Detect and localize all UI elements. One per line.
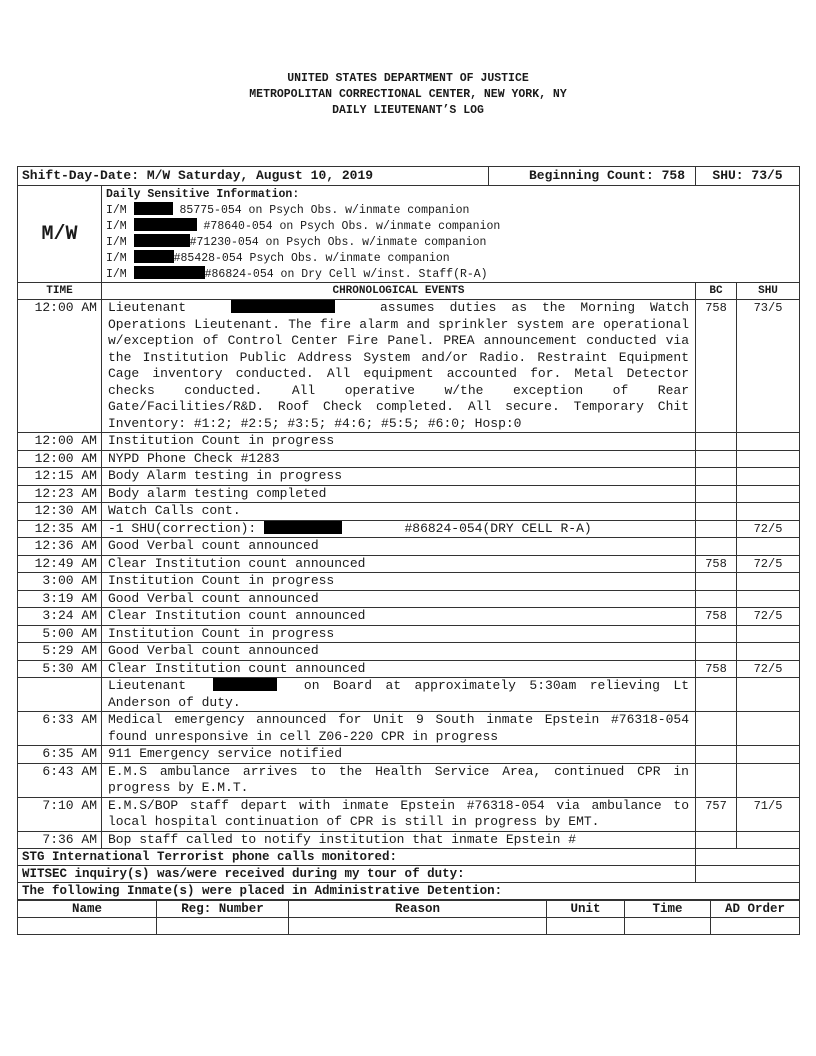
redaction (134, 234, 190, 247)
event-shu: 73/5 (737, 300, 800, 433)
shift-code: M/W (18, 186, 102, 283)
event-shu (737, 433, 800, 451)
ad-col-unit: Unit (547, 901, 625, 918)
event-description: Institution Count in progress (102, 625, 696, 643)
event-shu (737, 763, 800, 797)
event-shu (737, 643, 800, 661)
event-shu (737, 746, 800, 764)
event-row (18, 831, 800, 849)
event-bc (696, 625, 737, 643)
redaction (134, 266, 205, 279)
event-bc (696, 590, 737, 608)
event-shu: 72/5 (737, 520, 800, 538)
ad-col-name: Name (18, 901, 157, 918)
ad-empty-row (18, 918, 800, 935)
event-row (18, 763, 800, 797)
redaction (134, 218, 197, 231)
event-shu (737, 450, 800, 468)
event-description: Institution Count in progress (102, 573, 696, 591)
event-row (18, 590, 800, 608)
shu-count: SHU: 73/5 (696, 167, 800, 186)
header-log-title: DAILY LIEUTENANT’S LOG (332, 104, 484, 117)
column-header-row (18, 283, 800, 300)
stg-value (696, 849, 800, 866)
event-time: 12:00 AM (18, 300, 102, 433)
event-shu: 72/5 (737, 608, 800, 626)
event-shu: 71/5 (737, 797, 800, 831)
ad-cell (157, 918, 289, 935)
event-time: 5:29 AM (18, 643, 102, 661)
admin-detention-table (17, 900, 800, 935)
event-time: 3:24 AM (18, 608, 102, 626)
event-bc (696, 712, 737, 746)
sensitive-item: I/M 85775-054 on Psych Obs. w/inmate companion (106, 204, 470, 217)
event-shu (737, 712, 800, 746)
event-time: 12:23 AM (18, 485, 102, 503)
event-time: 3:19 AM (18, 590, 102, 608)
event-shu: 72/5 (737, 660, 800, 678)
event-time: 3:00 AM (18, 573, 102, 591)
event-time: 12:15 AM (18, 468, 102, 486)
event-description: 911 Emergency service notified (102, 746, 696, 764)
event-row (18, 678, 800, 712)
event-time: 12:35 AM (18, 520, 102, 538)
sensitive-item: I/M #71230-054 on Psych Obs. w/inmate companion (106, 236, 487, 249)
ad-col-reason: Reason (289, 901, 547, 918)
event-row (18, 433, 800, 451)
event-row (18, 625, 800, 643)
event-time: 12:49 AM (18, 555, 102, 573)
event-time: 5:30 AM (18, 660, 102, 678)
event-shu (737, 625, 800, 643)
event-row (18, 450, 800, 468)
ad-col-reg-number: Reg: Number (157, 901, 289, 918)
event-description: -1 SHU(correction): #86824-054(DRY CELL R-A) (102, 520, 696, 538)
event-time: 6:35 AM (18, 746, 102, 764)
event-description: Watch Calls cont. (102, 503, 696, 521)
event-description: NYPD Phone Check #1283 (102, 450, 696, 468)
event-bc: 758 (696, 300, 737, 433)
event-description: Body alarm testing completed (102, 485, 696, 503)
beginning-count: Beginning Count: 758 (489, 167, 696, 186)
event-description: Clear Institution count announced (102, 660, 696, 678)
event-bc (696, 503, 737, 521)
ad-col-time: Time (625, 901, 711, 918)
event-time (18, 678, 102, 712)
event-row (18, 573, 800, 591)
event-row (18, 555, 800, 573)
event-bc (696, 520, 737, 538)
event-bc (696, 468, 737, 486)
event-row (18, 797, 800, 831)
sensitive-item: I/M #85428-054 Psych Obs. w/inmate companion (106, 252, 450, 265)
event-time: 12:00 AM (18, 433, 102, 451)
event-description: Lieutenant assumes duties as the Morning Watch Operations Lieutenant. The fire alarm and sprinkler system are operational w/exception of Control Center Fire Panel. PREA announcement conducted via the Institution Public Address System and/or Radio. Restraint Equipment Cage inventory conducted. All equipment accounted for. Metal Detector checks conducted. All operative w/the exception of Rear Gate/Facilities/R&D. Roof Check completed. All secure. Temporary Chit Inventory: #1:2; #2:5; #3:5; #4:6; #5:5; #6:0; Hosp:0 (102, 300, 696, 433)
event-bc (696, 831, 737, 849)
witsec-label: WITSEC inquiry(s) was/were received during my tour of duty: (18, 866, 696, 883)
event-bc (696, 643, 737, 661)
event-bc (696, 450, 737, 468)
event-bc: 758 (696, 660, 737, 678)
event-bc (696, 538, 737, 556)
redaction (231, 300, 335, 313)
event-row (18, 643, 800, 661)
event-description: Clear Institution count announced (102, 555, 696, 573)
col-events: CHRONOLOGICAL EVENTS (102, 283, 696, 300)
event-time: 7:36 AM (18, 831, 102, 849)
event-row (18, 468, 800, 486)
col-bc: BC (696, 283, 737, 300)
header-facility: METROPOLITAN CORRECTIONAL CENTER, NEW YORK, NY (249, 88, 567, 101)
event-description: Institution Count in progress (102, 433, 696, 451)
event-shu (737, 590, 800, 608)
event-time: 12:36 AM (18, 538, 102, 556)
shift-day-date: Shift-Day-Date: M/W Saturday, August 10, 2019 (18, 167, 489, 186)
event-bc (696, 763, 737, 797)
event-bc (696, 573, 737, 591)
event-shu (737, 485, 800, 503)
event-row (18, 660, 800, 678)
event-description: Medical emergency announced for Unit 9 South inmate Epstein #76318-054 found unresponsive in cell Z06-220 CPR in progress (102, 712, 696, 746)
event-time: 12:00 AM (18, 450, 102, 468)
sensitive-info-title: Daily Sensitive Information: (106, 188, 300, 201)
event-shu (737, 831, 800, 849)
event-shu: 72/5 (737, 555, 800, 573)
sensitive-info-row (18, 186, 800, 283)
event-time: 5:00 AM (18, 625, 102, 643)
col-shu: SHU (737, 283, 800, 300)
admin-detention-row (18, 883, 800, 900)
event-shu (737, 678, 800, 712)
event-row (18, 300, 800, 433)
ad-cell (711, 918, 800, 935)
event-description: Good Verbal count announced (102, 643, 696, 661)
stg-row (18, 849, 800, 866)
event-description: Good Verbal count announced (102, 590, 696, 608)
event-description: E.M.S ambulance arrives to the Health Service Area, continued CPR in progress by E.M.T. (102, 763, 696, 797)
event-bc (696, 746, 737, 764)
event-bc: 757 (696, 797, 737, 831)
event-bc: 758 (696, 608, 737, 626)
sensitive-info (102, 186, 800, 283)
sensitive-item: I/M #78640-054 on Psych Obs. w/inmate companion (106, 220, 501, 233)
event-row (18, 503, 800, 521)
lieutenant-log-table (17, 166, 800, 900)
ad-cell (625, 918, 711, 935)
event-description: Clear Institution count announced (102, 608, 696, 626)
admin-detention-label: The following Inmate(s) were placed in Administrative Detention: (18, 883, 800, 900)
event-description: Lieutenant on Board at approximately 5:30am relieving Lt Anderson of duty. (102, 678, 696, 712)
ad-cell (547, 918, 625, 935)
ad-header-row (18, 901, 800, 918)
event-shu (737, 573, 800, 591)
witsec-value (696, 866, 800, 883)
header-agency: UNITED STATES DEPARTMENT OF JUSTICE (287, 72, 529, 85)
event-row (18, 746, 800, 764)
event-shu (737, 538, 800, 556)
event-description: Body Alarm testing in progress (102, 468, 696, 486)
event-time: 6:43 AM (18, 763, 102, 797)
event-time: 6:33 AM (18, 712, 102, 746)
event-description: Good Verbal count announced (102, 538, 696, 556)
event-bc (696, 433, 737, 451)
event-bc: 758 (696, 555, 737, 573)
redaction (264, 521, 342, 534)
event-time: 12:30 AM (18, 503, 102, 521)
ad-cell (289, 918, 547, 935)
event-time: 7:10 AM (18, 797, 102, 831)
redaction (213, 678, 277, 691)
event-row (18, 520, 800, 538)
event-row (18, 538, 800, 556)
ad-cell (18, 918, 157, 935)
sensitive-item: I/M #86824-054 on Dry Cell w/inst. Staff(R-A) (106, 268, 488, 281)
event-shu (737, 468, 800, 486)
redaction (134, 250, 174, 263)
event-description: E.M.S/BOP staff depart with inmate Epstein #76318-054 via ambulance to local hospital continuation of CPR is still in progress by EMT. (102, 797, 696, 831)
event-shu (737, 503, 800, 521)
event-row (18, 712, 800, 746)
ad-col-ad-order: AD Order (711, 901, 800, 918)
event-bc (696, 485, 737, 503)
event-bc (696, 678, 737, 712)
redaction (134, 202, 173, 215)
event-row (18, 485, 800, 503)
col-time: TIME (18, 283, 102, 300)
event-row (18, 608, 800, 626)
stg-label: STG International Terrorist phone calls monitored: (18, 849, 696, 866)
summary-row (18, 167, 800, 186)
event-description: Bop staff called to notify institution that inmate Epstein # (102, 831, 696, 849)
witsec-row (18, 866, 800, 883)
